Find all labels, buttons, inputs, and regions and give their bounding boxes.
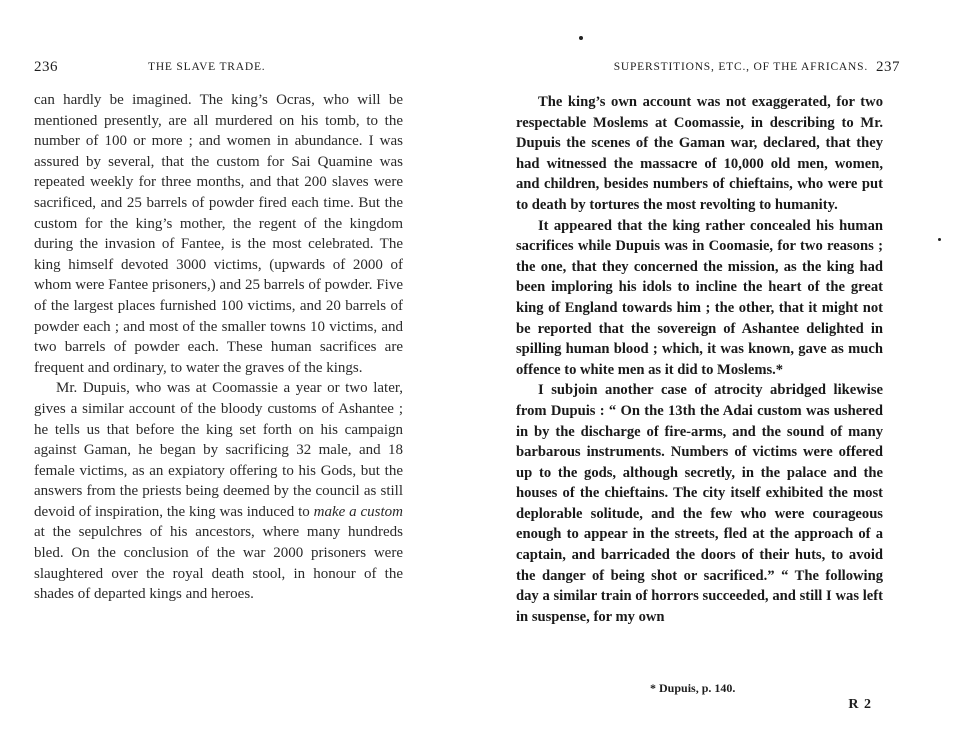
- left-body-text: [34, 90, 403, 605]
- right-paragraph-text: The king’s own account was not exaggerated, for two respectable Moslems at Coomassie, in describing to Mr. Dupuis the scenes of the Gaman war, declared, that they had witnessed the massacre of 10,000 old men, women, and children, besides numbers of chieftains, who were put to death by tortures the most revolting to humanity.: [516, 94, 883, 213]
- right-running-head: [552, 60, 900, 80]
- left-paragraph: [34, 378, 403, 605]
- left-paragraph-text: can hardly be imagined. The king’s Ocras, who will be mentioned presently, are all murdered on his tomb, to the number of 100 or more ; and women in abundance. I was assured by several, that the custom for Sai Quamine was repeated weekly for three months, and that 200 slaves were sacrificed, and 25 barrels of powder fired each time. But the custom for the king’s mother, the regent of the kingdom during the invasion of Fantee, is the most celebrated. The king himself devoted 3000 victims, (upwards of 2000 of whom were Fantee prisoners,) and 25 barrels of powder. Five of the largest places furnished 100 victims, and 20 barrels of powder each ; and most of the smaller towns 10 victims, and two barrels of powder each. These human sacrifices are frequent and ordinary, to water the graves of the kings.: [34, 92, 403, 376]
- right-paragraph: [516, 216, 883, 381]
- left-page: [0, 0, 470, 743]
- margin-speck: [938, 238, 941, 241]
- right-paragraph-text: I subjoin another case of atrocity abridged likewise from Dupuis : “ On the 13th the Adai custom was ushered in by the discharge of fire-arms, and the sound of many barbarous instruments. Numbers of victims were offered up to the gods, although secretly, in the palace and the houses of the chieftains. The city itself exhibited the most deplorable solitude, and the few who were courageous enough to appear in the streets, fled at the approach of a captain, and barricaded the doors of their huts, to avoid the danger of being shot or sacrificed.” “ The following day a similar train of horrors succeeded, and still I was left in suspense, for my own: [516, 382, 883, 625]
- right-paragraph-text: It appeared that the king rather concealed his human sacrifices while Dupuis was in Coomasie, for two reasons ; the one, that they concerned the mission, as the king had been imploring his idols to incline the heart of the great king of England towards him ; the other, that it might not be reported that the sovereign of Ashantee delighted in spilling human blood ; which, it was known, gave as much offence to white men as it did to Moslems.*: [516, 217, 883, 378]
- footnote: * Dupuis, p. 140.: [650, 681, 736, 695]
- left-paragraph-text: at the sepulchres of his ancestors, where many hundreds bled. On the conclusion of the war 2000 prisoners were slaughtered over the royal death stool, in honour of the shades of departed kings and heroes.: [34, 524, 403, 603]
- right-paragraph: [516, 92, 883, 216]
- left-paragraph-text: make a custom: [313, 503, 403, 520]
- print-speck: [579, 36, 583, 40]
- right-page: [490, 0, 980, 743]
- right-page-number: 237: [876, 59, 900, 75]
- left-paragraph: [34, 90, 403, 378]
- left-paragraph-text: Mr. Dupuis, who was at Coomassie a year or two later, gives a similar account of the bloody customs of Ashantee ; he tells us that before the king set forth on his campaign against Gaman, he began by sacrificing 32 male, and 18 female victims, as an expiatory offering to his Gods, but the answers from the priests being deemed by the council as still devoid of inspiration, the king was induced to: [34, 380, 403, 520]
- left-running-head: [34, 60, 408, 80]
- right-running-title: SUPERSTITIONS, ETC., OF THE AFRICANS.: [613, 61, 868, 73]
- left-page-number: 236: [34, 59, 58, 75]
- right-body-text: [516, 92, 883, 627]
- right-paragraph: [516, 380, 883, 627]
- signature-mark: R 2: [848, 697, 872, 712]
- left-running-title: THE SLAVE TRADE.: [148, 61, 266, 73]
